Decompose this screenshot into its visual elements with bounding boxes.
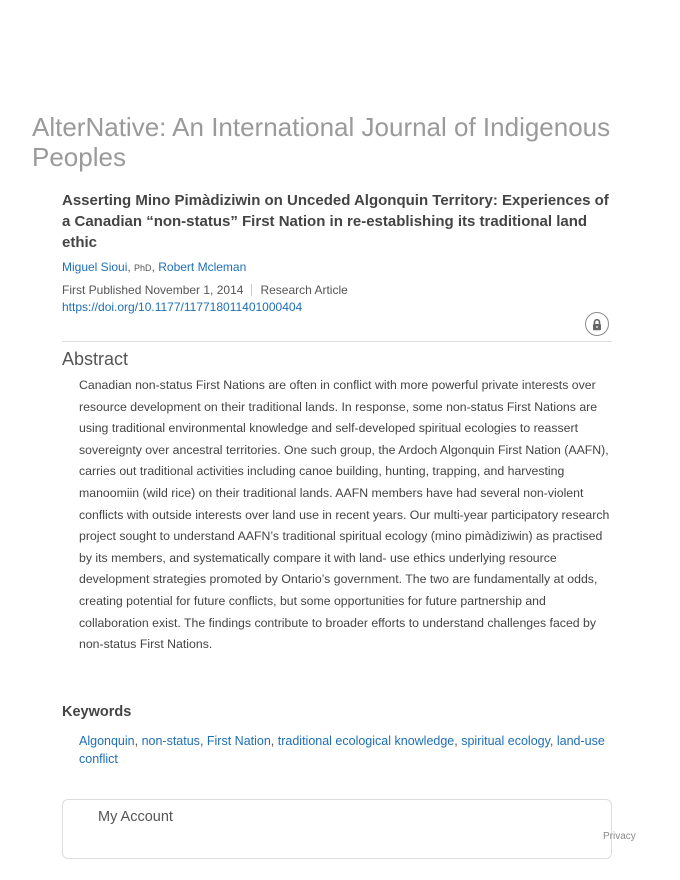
keywords-heading: Keywords (62, 704, 132, 720)
keyword-link[interactable]: First Nation (206, 734, 271, 748)
author-degree: PhD (134, 263, 152, 273)
publication-meta (62, 282, 612, 298)
my-account-label[interactable]: My Account (98, 809, 173, 825)
keyword-separator: , (270, 734, 278, 748)
lock-icon (591, 318, 603, 331)
access-lock-button[interactable] (585, 312, 609, 336)
article-title: Asserting Mino Pimàdiziwin on Unceded Algonquin Territory: Experiences of a Canadian “non-status” First Nation in re-establishing its traditional land ethic (62, 192, 609, 251)
section-divider (62, 341, 612, 342)
article-type: Research Article (260, 283, 348, 297)
keyword-separator: , (549, 734, 557, 748)
author-separator: , (151, 260, 159, 274)
author-separator: , (127, 260, 135, 274)
keywords-list (79, 732, 614, 768)
journal-title: AlterNative: An International Journal of Indigenous Peoples (32, 112, 611, 172)
keyword-separator: , (134, 734, 142, 748)
abstract-heading: Abstract (62, 349, 129, 369)
keyword-separator: , (199, 734, 207, 748)
author-list (62, 259, 612, 276)
keyword-link[interactable]: traditional ecological knowledge (277, 734, 455, 748)
privacy-link[interactable]: Privacy (603, 831, 636, 842)
doi-link[interactable]: https://doi.org/10.1177/117718011401000404 (62, 300, 303, 314)
published-date: First Published November 1, 2014 (62, 283, 244, 297)
keyword-link[interactable]: land-use conflict (79, 734, 605, 766)
keyword-separator: , (454, 734, 462, 748)
author-link[interactable]: Miguel Sioui (62, 260, 128, 274)
article-header (62, 190, 612, 316)
meta-divider (251, 284, 252, 296)
abstract-text: Canadian non-status First Nations are often in conflict with more powerful private interests over resource development on their traditional lands. In response, some non-status First Nations are using traditional environmental knowledge and self-developed spiritual ecologies to reassert sovereignty over ancestral territories. One such group, the Ardoch Algonquin First Nation (AAFN), carries out traditional activities including canoe building, hunting, trapping, and harvesting manoomiin (wild rice) on their traditional lands. AAFN members have had several non-violent conflicts with outside interests over land use in recent years. Our multi-year participatory research project sought to understand AAFN’s traditional spiritual ecology (mino pimàdiziwin) as practised by its members, and systematically compare it with land- use ethics underlying resource development strategies promoted by Ontario’s government. The two are fundamentally at odds, creating potential for future conflicts, but some opportunities for future partnership and collaboration exist. The findings contribute to broader efforts to understand challenges faced by non-status First Nations. (79, 378, 610, 652)
keyword-link[interactable]: spiritual ecology (461, 734, 550, 748)
keyword-link[interactable]: non-status (141, 734, 200, 748)
keyword-link[interactable]: Algonquin (79, 734, 135, 748)
author-link[interactable]: Robert Mcleman (158, 260, 247, 274)
